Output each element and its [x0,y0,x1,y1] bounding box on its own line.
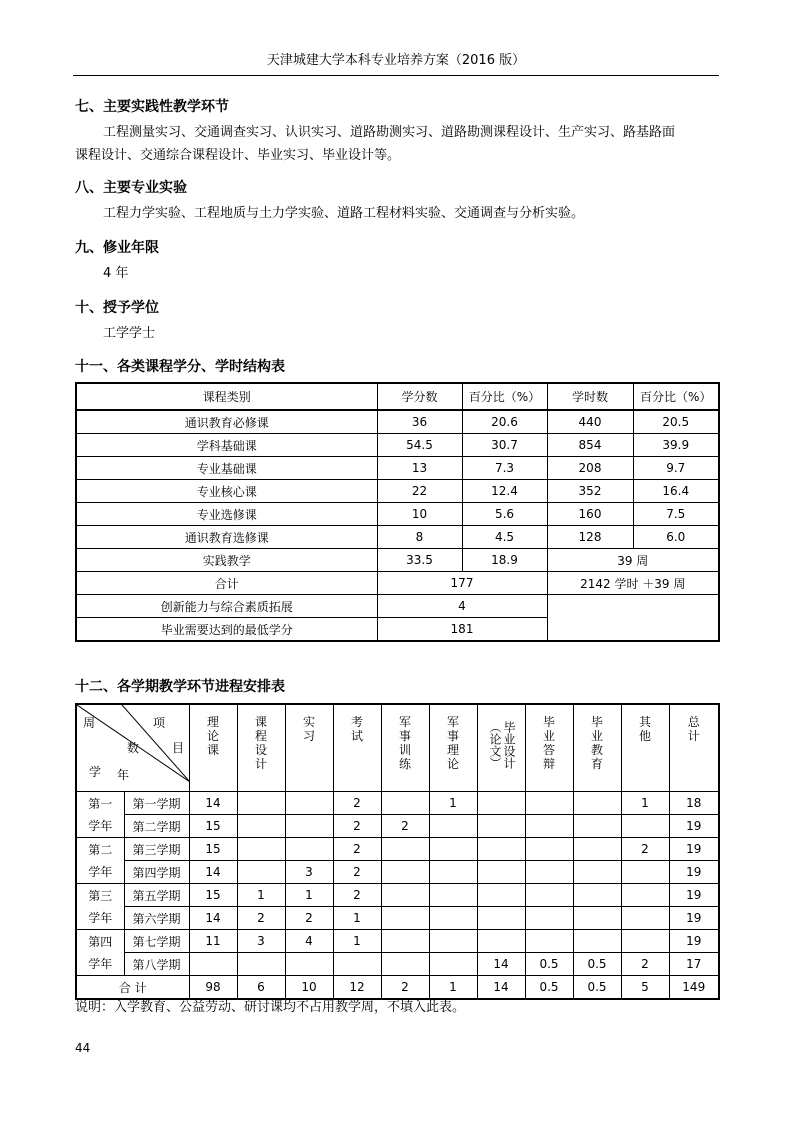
term-cell: 第七学期 [124,930,189,953]
schedule-cell [381,907,429,930]
schedule-cell [477,884,525,907]
page-number: 44 [75,1041,91,1055]
schedule-cell: 2 [621,953,669,976]
term-cell: 第六学期 [124,907,189,930]
schedule-cell: 18 [669,792,719,815]
schedule-cell [429,884,477,907]
table-cell: 毕业需要达到的最低学分 [76,618,377,642]
section-9-title: 九、修业年限 [75,240,159,256]
schedule-cell: 11 [189,930,237,953]
section-12-title: 十二、各学期教学环节进程安排表 [75,679,285,695]
schedule-cell: 1 [429,792,477,815]
table-cell: 208 [547,457,633,480]
year-cell [76,930,124,976]
corner-label: 目 [172,741,185,755]
col-header: 课程设计 [237,704,285,792]
credit-structure-table [75,382,720,642]
schedule-cell: 2 [333,861,381,884]
schedule-cell [189,953,237,976]
schedule-row [76,792,719,815]
schedule-cell [237,838,285,861]
total-cell: 2 [381,976,429,1000]
schedule-row [76,838,719,861]
table-cell: 160 [547,503,633,526]
table-cell: 10 [377,503,462,526]
year-label-1: 第四 [88,934,113,949]
schedule-cell: 1 [237,884,285,907]
year-label-1: 第一 [88,796,113,811]
schedule-cell [381,953,429,976]
table-cell: 4 [377,595,547,618]
schedule-row [76,815,719,838]
total-cell: 14 [477,976,525,1000]
table-cell: 440 [547,410,633,434]
table-cell: 8 [377,526,462,549]
section-9-text: 4 年 [103,266,129,281]
col-header: 毕业教育 [573,704,621,792]
schedule-cell [621,907,669,930]
schedule-cell: 14 [189,907,237,930]
total-cell: 149 [669,976,719,1000]
schedule-cell [381,861,429,884]
schedule-cell [429,930,477,953]
schedule-cell: 3 [285,861,333,884]
section-8-text: 工程力学实验、工程地质与土力学实验、道路工程材料实验、交通调查与分析实验。 [103,206,585,221]
schedule-cell [381,792,429,815]
schedule-cell [525,792,573,815]
col-header: 总计 [669,704,719,792]
corner-label: 年 [117,768,130,782]
schedule-cell [525,884,573,907]
total-cell: 0.5 [573,976,621,1000]
term-cell: 第二学期 [124,815,189,838]
schedule-cell: 15 [189,884,237,907]
schedule-row [76,907,719,930]
schedule-cell [381,884,429,907]
schedule-cell [525,838,573,861]
schedule-cell: 2 [237,907,285,930]
table-cell: 合计 [76,572,377,595]
schedule-cell: 15 [189,815,237,838]
schedule-cell [285,792,333,815]
schedule-cell: 4 [285,930,333,953]
col-header: 考试 [333,704,381,792]
schedule-cell: 2 [285,907,333,930]
table-cell: 352 [547,480,633,503]
schedule-cell: 1 [621,792,669,815]
schedule-cell [621,861,669,884]
year-label-2: 学年 [88,818,113,833]
header-cell: 百分比（%） [633,383,719,410]
schedule-cell [429,861,477,884]
term-cell: 第五学期 [124,884,189,907]
schedule-cell: 19 [669,815,719,838]
schedule-cell [573,907,621,930]
table-cell: 实践教学 [76,549,377,572]
section-10-text: 工学学士 [103,326,156,341]
schedule-cell: 3 [237,930,285,953]
schedule-cell: 17 [669,953,719,976]
table-cell: 18.9 [462,549,547,572]
schedule-cell [477,907,525,930]
section-11-title: 十一、各类课程学分、学时结构表 [75,359,285,375]
total-cell: 0.5 [525,976,573,1000]
schedule-cell [525,930,573,953]
total-cell: 6 [237,976,285,1000]
schedule-cell: 0.5 [525,953,573,976]
schedule-cell: 19 [669,861,719,884]
year-label-2: 学年 [88,864,113,879]
header-cell: 课程类别 [76,383,377,410]
corner-label: 周 [83,716,96,730]
header-cell: 学时数 [547,383,633,410]
schedule-cell: 1 [285,884,333,907]
corner-label: 项 [153,716,166,730]
table-cell: 854 [547,434,633,457]
schedule-cell [477,861,525,884]
schedule-cell [525,815,573,838]
table-row [76,503,719,526]
table-cell: 5.6 [462,503,547,526]
table-cell: 16.4 [633,480,719,503]
total-cell: 10 [285,976,333,1000]
table-cell: 专业选修课 [76,503,377,526]
year-cell [76,838,124,884]
total-cell: 12 [333,976,381,1000]
table-row [76,457,719,480]
schedule-cell [477,792,525,815]
schedule-cell [429,907,477,930]
schedule-row [76,884,719,907]
schedule-cell [237,861,285,884]
schedule-cell [285,838,333,861]
table-cell: 6.0 [633,526,719,549]
section-7-line1: 工程测量实习、交通调查实习、认识实习、道路勘测实习、道路勘测课程设计、生产实习、路基路面 [103,125,676,140]
table-row [76,480,719,503]
table-row [76,526,719,549]
schedule-cell: 19 [669,838,719,861]
col-header: 实习 [285,704,333,792]
year-cell [76,884,124,930]
schedule-table [75,703,720,1000]
schedule-row [76,953,719,976]
schedule-cell: 19 [669,884,719,907]
table-cell: 20.5 [633,410,719,434]
schedule-cell [429,815,477,838]
header-cell: 百分比（%） [462,383,547,410]
table-cell: 9.7 [633,457,719,480]
table-row-innovation [76,595,719,618]
schedule-cell: 2 [333,815,381,838]
table-cell: 36 [377,410,462,434]
schedule-cell: 2 [333,792,381,815]
table-cell: 创新能力与综合素质拓展 [76,595,377,618]
year-label-2: 学年 [88,910,113,925]
col-header: 毕业答辩 [525,704,573,792]
table-cell: 128 [547,526,633,549]
schedule-cell: 2 [333,884,381,907]
schedule-cell: 0.5 [573,953,621,976]
schedule-cell: 14 [189,861,237,884]
table-cell: 通识教育必修课 [76,410,377,434]
schedule-cell: 19 [669,907,719,930]
schedule-cell [477,815,525,838]
section-7-title: 七、主要实践性教学环节 [75,99,229,115]
total-cell: 98 [189,976,237,1000]
corner-label: 数 [127,741,140,755]
total-label: 合 计 [76,976,189,1000]
term-cell: 第三学期 [124,838,189,861]
col-header: 毕业设计（论文） [477,704,525,792]
schedule-row [76,861,719,884]
schedule-cell [381,930,429,953]
section-7-line2: 课程设计、交通综合课程设计、毕业实习、毕业设计等。 [75,148,401,163]
schedule-cell [429,953,477,976]
section-10-title: 十、授予学位 [75,300,159,316]
table-cell: 7.3 [462,457,547,480]
schedule-cell [429,838,477,861]
page-header: 天津城建大学本科专业培养方案（2016 版） [73,53,719,76]
schedule-cell: 1 [333,930,381,953]
schedule-cell [573,815,621,838]
table-row-total [76,572,719,595]
corner-label: 学 [89,765,102,779]
total-cell: 5 [621,976,669,1000]
col-header: 军事理论 [429,704,477,792]
year-label-1: 第二 [88,842,113,857]
table-cell: 2142 学时 ＋39 周 [547,572,719,595]
empty-cell [547,595,719,642]
schedule-cell: 2 [381,815,429,838]
schedule-cell: 2 [333,838,381,861]
schedule-cell [333,953,381,976]
term-cell: 第八学期 [124,953,189,976]
year-cell [76,792,124,838]
schedule-cell [573,884,621,907]
table-cell: 30.7 [462,434,547,457]
corner-cell [76,704,189,792]
table-cell: 专业核心课 [76,480,377,503]
table-cell: 54.5 [377,434,462,457]
year-label-2: 学年 [88,956,113,971]
total-cell: 1 [429,976,477,1000]
schedule-cell [285,953,333,976]
term-cell: 第一学期 [124,792,189,815]
schedule-row [76,930,719,953]
table-cell: 13 [377,457,462,480]
schedule-cell [285,815,333,838]
table-cell: 39 周 [547,549,719,572]
table-cell: 通识教育选修课 [76,526,377,549]
term-cell: 第四学期 [124,861,189,884]
schedule-cell: 14 [477,953,525,976]
table-cell: 33.5 [377,549,462,572]
schedule-cell: 19 [669,930,719,953]
schedule-cell [573,861,621,884]
table-cell: 39.9 [633,434,719,457]
schedule-cell [237,953,285,976]
col-header: 军事训练 [381,704,429,792]
schedule-cell: 14 [189,792,237,815]
col-header: 理论课 [189,704,237,792]
table-cell: 4.5 [462,526,547,549]
schedule-cell: 1 [333,907,381,930]
table-cell: 177 [377,572,547,595]
table-note: 说明：入学教育、公益劳动、研讨课均不占用教学周，不填入此表。 [75,1000,466,1015]
schedule-cell [237,815,285,838]
schedule-cell [477,930,525,953]
schedule-header-row [76,704,719,792]
schedule-cell [525,907,573,930]
table-cell: 12.4 [462,480,547,503]
table-cell: 专业基础课 [76,457,377,480]
schedule-cell [477,838,525,861]
table-cell: 学科基础课 [76,434,377,457]
schedule-cell [573,792,621,815]
table-cell: 20.6 [462,410,547,434]
table-cell: 181 [377,618,547,642]
table-cell: 22 [377,480,462,503]
schedule-cell [525,861,573,884]
table-header-row [76,383,719,410]
schedule-cell: 2 [621,838,669,861]
schedule-cell [381,838,429,861]
col-header: 其他 [621,704,669,792]
schedule-cell [237,792,285,815]
header-cell: 学分数 [377,383,462,410]
schedule-cell: 15 [189,838,237,861]
schedule-cell [621,930,669,953]
table-cell: 7.5 [633,503,719,526]
year-label-1: 第三 [88,888,113,903]
table-row [76,410,719,434]
schedule-cell [621,815,669,838]
table-row [76,434,719,457]
schedule-cell [573,930,621,953]
section-8-title: 八、主要专业实验 [75,180,187,196]
schedule-cell [621,884,669,907]
schedule-cell [573,838,621,861]
table-row-practice [76,549,719,572]
